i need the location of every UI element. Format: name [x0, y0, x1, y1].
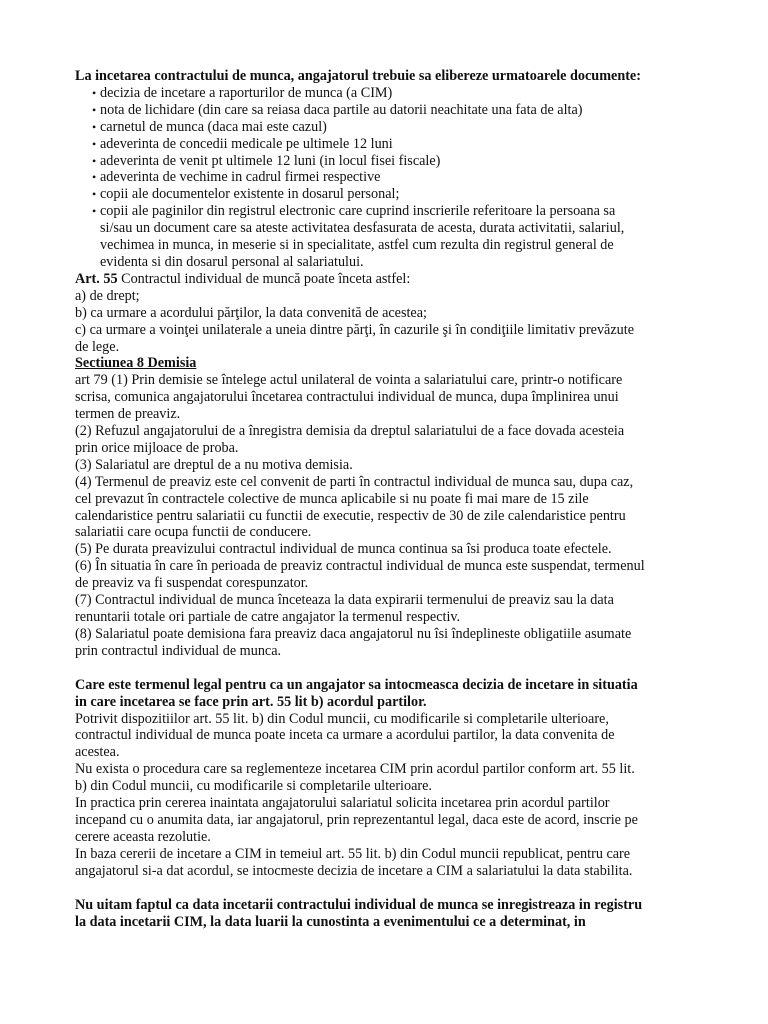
spacer — [75, 660, 703, 677]
paragraph-line: Nu exista o procedura care sa reglementeze incetarea CIM prin acordul partilor conform art. 55 lit. — [75, 761, 635, 778]
list-item-line: evidenta si din dosarul personal al salariatului. — [100, 253, 364, 270]
paragraph-line: (3) Salariatul are dreptul de a nu motiva demisia. — [75, 456, 353, 473]
document-list-item — [92, 153, 703, 170]
document-list-item — [92, 102, 703, 119]
art55-label: Art. 55 — [75, 270, 118, 287]
question-line: in care incetarea se face prin art. 55 lit b) acordul partilor. — [75, 693, 427, 710]
document-list-item — [92, 119, 703, 136]
question-heading — [75, 677, 703, 711]
list-item-line: vechimea in munca, in meserie si in specialitate, astfel cum rezulta din registrul general de — [100, 237, 614, 254]
bullet-icon: • — [92, 85, 97, 100]
question-paragraphs — [75, 711, 703, 880]
paragraph — [75, 474, 703, 542]
paragraph-line: (8) Salariatul poate demisiona fara preaviz daca angajatorul nu îsi îndeplineste obligatiile asumate — [75, 625, 632, 642]
art55-item-line: c) ca urmare a voinţei unilaterale a uneia dintre părţi, în cazurile şi în condiţiile limitativ prevăzute — [75, 321, 634, 338]
list-item-line: adeverinta de vechime in cadrul firmei respective — [100, 169, 381, 186]
art55-item-line: de lege. — [75, 338, 120, 355]
document-list-item — [92, 85, 703, 102]
paragraph-line: cel prevazut în contractele colective de munca aplicabile si nu poate fi mai mare de 15 zile — [75, 490, 589, 507]
paragraph-line: scrisa, comunica angajatorului încetarea contractului individual de munca, dupa împlinirea unui — [75, 389, 619, 406]
document-list-item — [92, 186, 703, 203]
bullet-icon: • — [92, 204, 97, 219]
paragraph-line: de preaviz va fi suspendat corespunzator. — [75, 575, 309, 592]
paragraph-line: cerere aceasta rezolutie. — [75, 828, 211, 845]
paragraph — [75, 423, 703, 457]
documents-list — [75, 85, 703, 271]
paragraph-line: acestea. — [75, 744, 120, 761]
paragraph-line: calendaristice pentru salariatii cu functii de executie, respectiv de 30 de zile calendaristice pentru — [75, 507, 626, 524]
paragraph-line: b) din Codul muncii, cu modificarile si completarile ulterioare. — [75, 778, 432, 795]
paragraph-line: renuntarii totale ori partiale de catre angajator la termenul respectiv. — [75, 609, 461, 625]
paragraph-line: art 79 (1) Prin demisie se întelege actul unilateral de vointa a salariatului care, printr-o notificare — [75, 372, 623, 389]
list-item-line: copii ale paginilor din registrul electronic care cuprind inscrierile referitoare la persoana sa — [100, 203, 616, 220]
art55-item-line: a) de drept; — [75, 287, 140, 304]
paragraph — [75, 711, 703, 762]
paragraph-line: termen de preaviz. — [75, 406, 181, 423]
document-list-item — [92, 136, 703, 153]
heading-documents: La incetarea contractului de munca, angajatorul trebuie sa elibereze urmatoarele documente: — [75, 68, 641, 84]
paragraph-line: prin contractul individual de munca. — [75, 642, 282, 659]
paragraph-line: contractul individual de munca poate inceta ca urmare a acordului partilor, la data convenita de — [75, 727, 615, 744]
document-list-item — [92, 203, 703, 271]
question-line: Care este termenul legal pentru ca un angajator sa intocmeasca decizia de incetare in situatia — [75, 676, 638, 693]
art55-intro — [75, 271, 703, 288]
paragraph-line: salariatii care ocupa functii de conducere. — [75, 524, 312, 541]
list-item-line: si/sau un document care sa ateste activitatea desfasurata de acesta, durata activitatii, salariul, — [100, 220, 625, 237]
list-item-line: adeverinta de venit pt ultimele 12 luni (in locul fisei fiscale) — [100, 152, 441, 169]
paragraph — [75, 541, 703, 558]
bullet-icon: • — [92, 136, 97, 151]
paragraph-line: (7) Contractul individual de munca înceteaza la data expirarii termenului de preaviz sau la data — [75, 592, 614, 609]
paragraph — [75, 372, 703, 423]
paragraph — [75, 795, 703, 846]
paragraph-line: angajatorul si-a dat acordul, se intocmeste decizia de incetare a CIM a salariatului la data stabilita. — [75, 862, 633, 879]
paragraph-line: (2) Refuzul angajatorului de a înregistra demisia da dreptul salariatului de a face dovada acesteia — [75, 423, 625, 440]
paragraph-line: In baza cererii de incetare a CIM in temeiul art. 55 lit. b) din Codul muncii republicat, pentru care — [75, 845, 631, 862]
paragraph — [75, 761, 703, 795]
list-item-line: carnetul de munca (daca mai este cazul) — [100, 118, 327, 135]
list-item-line: adeverinta de concedii medicale pe ultimele 12 luni — [100, 135, 393, 152]
section8-paragraphs — [75, 372, 703, 659]
paragraph-line: Potrivit dispozitiilor art. 55 lit. b) din Codul muncii, cu modificarile si completarile ulterioare, — [75, 710, 609, 727]
paragraph-line: prin orice mijloace de proba. — [75, 439, 239, 456]
document-body — [75, 68, 703, 930]
paragraph-line: In practica prin cererea inaintata angajatorului salariatul solicita incetarea prin acordul partilor — [75, 795, 610, 812]
art55-items — [75, 288, 703, 356]
spacer — [75, 880, 703, 897]
final-line: la data incetarii CIM, la data luarii la cunostinta a evenimentului ce a determinat, in — [75, 913, 586, 930]
bullet-icon: • — [92, 119, 97, 134]
list-item-line: decizia de incetare a raporturilor de munca (a CIM) — [100, 84, 393, 101]
paragraph-line: (6) În situatia în care în perioada de preaviz contractul individual de munca este suspendat, termenul — [75, 558, 645, 575]
paragraph — [75, 626, 703, 660]
section8-title: Sectiunea 8 Demisia — [75, 355, 197, 372]
bullet-icon: • — [92, 170, 97, 185]
paragraph-line: (5) Pe durata preavizului contractul individual de munca continua sa îsi produca toate efectele. — [75, 541, 612, 558]
paragraph — [75, 457, 703, 474]
bullet-icon: • — [92, 187, 97, 202]
bullet-icon: • — [92, 153, 97, 168]
final-line: Nu uitam faptul ca data incetarii contractului individual de munca se inregistreaza in registru — [75, 896, 643, 913]
bullet-icon: • — [92, 102, 97, 117]
art55-text: Contractul individual de muncă poate înceta astfel: — [117, 270, 411, 287]
paragraph — [75, 592, 703, 626]
paragraph — [75, 846, 703, 880]
paragraph — [75, 558, 703, 592]
paragraph-line: incepand cu o anumita data, iar angajatorul, prin reprezentantul legal, daca este de acord, inscrie pe — [75, 811, 638, 828]
document-list-item — [92, 169, 703, 186]
final-note — [75, 897, 703, 931]
art55-item-line: b) ca urmare a acordului părţilor, la data convenită de acestea; — [75, 304, 427, 321]
list-item-line: copii ale documentelor existente in dosarul personal; — [100, 186, 400, 203]
paragraph-line: (4) Termenul de preaviz este cel convenit de parti în contractul individual de munca sau, dupa caz, — [75, 473, 634, 490]
list-item-line: nota de lichidare (din care sa reiasa daca partile au datorii neachitate una fata de alta) — [100, 101, 583, 118]
